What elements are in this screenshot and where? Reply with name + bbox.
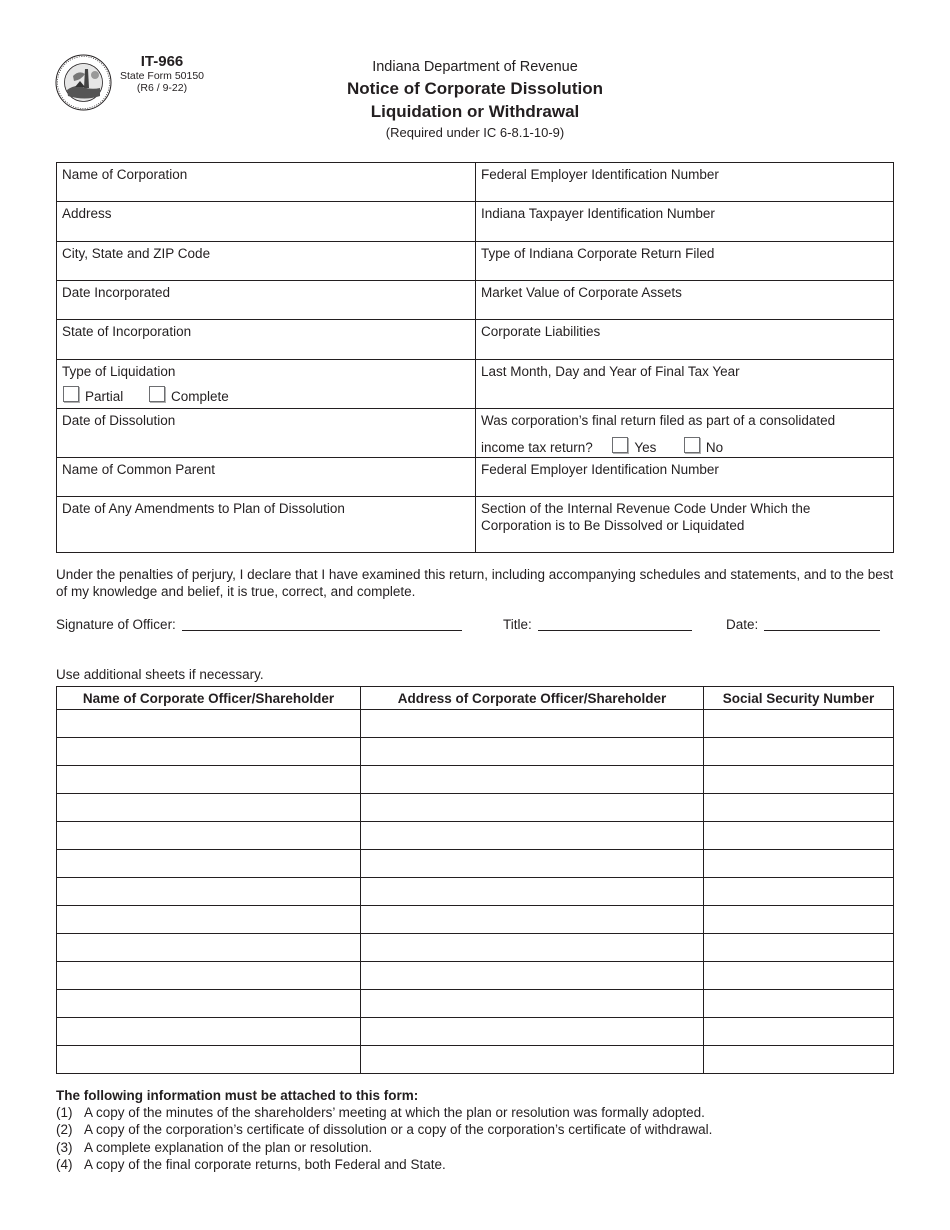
attachment-number: (1) <box>56 1105 73 1121</box>
officer-row <box>57 1018 894 1046</box>
officer-address-cell[interactable] <box>361 906 704 934</box>
officer-address-cell[interactable] <box>361 934 704 962</box>
state-form-number: State Form 50150 <box>119 70 205 82</box>
parent-fein-field[interactable]: Federal Employer Identification Number <box>481 462 719 477</box>
officer-name-cell[interactable] <box>57 906 361 934</box>
officer-ssn-cell[interactable] <box>704 906 894 934</box>
officer-signature-blank[interactable] <box>182 617 462 631</box>
form-title-line1: Notice of Corporate Dissolution <box>347 79 603 98</box>
attachment-item <box>56 1104 906 1121</box>
date-of-dissolution-field[interactable]: Date of Dissolution <box>62 413 176 428</box>
officer-name-cell[interactable] <box>57 878 361 906</box>
complete-checkbox[interactable] <box>149 386 165 402</box>
attachment-text: A copy of the corporation’s certificate of dissolution or a copy of the corporation’s certificate of withdrawal. <box>84 1122 713 1138</box>
liquidation-partial-option[interactable] <box>63 386 123 405</box>
officer-address-cell[interactable] <box>361 990 704 1018</box>
form-number: IT-966 <box>140 53 184 70</box>
officer-row <box>57 962 894 990</box>
officer-ssn-cell[interactable] <box>704 962 894 990</box>
officer-name-cell[interactable] <box>57 1046 361 1074</box>
officer-ssn-cell[interactable] <box>704 850 894 878</box>
state-of-incorporation-field[interactable]: State of Incorporation <box>62 324 192 339</box>
attachment-item <box>56 1139 906 1156</box>
consolidated-yes-checkbox[interactable] <box>612 437 628 453</box>
attachment-number: (2) <box>56 1122 73 1138</box>
officer-name-cell[interactable] <box>57 850 361 878</box>
signature-date-label: Date: <box>726 617 759 632</box>
consolidated-question-text: income tax return? <box>481 440 593 455</box>
attachment-item <box>56 1121 906 1138</box>
column-header-name: Name of Corporate Officer/Shareholder <box>57 687 361 710</box>
final-tax-year-field[interactable]: Last Month, Day and Year of Final Tax Year <box>481 364 740 379</box>
officer-row <box>57 850 894 878</box>
date-incorporated-field[interactable]: Date Incorporated <box>62 285 171 300</box>
officer-address-cell[interactable] <box>361 878 704 906</box>
attachments-title: The following information must be attached to this form: <box>56 1088 419 1103</box>
statutory-requirement: (Required under IC 6-8.1-10-9) <box>385 125 565 140</box>
officer-signature-label: Signature of Officer: <box>56 617 176 632</box>
type-of-liquidation-label: Type of Liquidation <box>62 364 176 379</box>
officer-name-cell[interactable] <box>57 962 361 990</box>
officer-row <box>57 794 894 822</box>
officer-row <box>57 822 894 850</box>
return-type-field[interactable]: Type of Indiana Corporate Return Filed <box>481 246 715 261</box>
attachments-section <box>56 1087 906 1173</box>
officer-name-cell[interactable] <box>57 738 361 766</box>
yes-label: Yes <box>634 440 657 455</box>
common-parent-field[interactable]: Name of Common Parent <box>62 462 216 477</box>
officer-ssn-cell[interactable] <box>704 766 894 794</box>
officer-title-blank[interactable] <box>538 617 692 631</box>
officer-ssn-cell[interactable] <box>704 710 894 738</box>
consolidated-no-checkbox[interactable] <box>684 437 700 453</box>
officer-row <box>57 1046 894 1074</box>
city-state-zip-field[interactable]: City, State and ZIP Code <box>62 246 211 261</box>
officer-address-cell[interactable] <box>361 822 704 850</box>
officer-ssn-cell[interactable] <box>704 990 894 1018</box>
revision-date: (R6 / 9-22) <box>136 82 188 94</box>
agency-name: Indiana Department of Revenue <box>372 59 578 75</box>
form-title-line2: Liquidation or Withdrawal <box>370 102 580 121</box>
officer-title-label: Title: <box>503 617 532 632</box>
consolidated-question-line2 <box>481 437 723 456</box>
officer-name-cell[interactable] <box>57 1018 361 1046</box>
name-of-corporation-field[interactable]: Name of Corporation <box>62 167 188 182</box>
corporation-info-grid <box>56 162 894 553</box>
officer-ssn-cell[interactable] <box>704 934 894 962</box>
attachment-text: A copy of the minutes of the shareholders’ meeting at which the plan or resolution was formally adopted. <box>84 1105 705 1121</box>
state-seal-icon <box>55 54 112 111</box>
consolidated-question-line1: Was corporation’s final return filed as part of a consolidated <box>481 413 836 428</box>
officer-name-cell[interactable] <box>57 822 361 850</box>
officers-table-header <box>57 687 894 710</box>
liquidation-complete-option[interactable] <box>149 386 229 405</box>
officer-ssn-cell[interactable] <box>704 794 894 822</box>
fein-field[interactable]: Federal Employer Identification Number <box>481 167 719 182</box>
officer-ssn-cell[interactable] <box>704 738 894 766</box>
no-label: No <box>705 440 724 455</box>
officer-ssn-cell[interactable] <box>704 1046 894 1074</box>
attachment-text: A copy of the final corporate returns, both Federal and State. <box>84 1156 446 1172</box>
officer-row <box>57 934 894 962</box>
officer-ssn-cell[interactable] <box>704 822 894 850</box>
officer-name-cell[interactable] <box>57 766 361 794</box>
officer-address-cell[interactable] <box>361 1046 704 1074</box>
officer-signature-line[interactable] <box>56 617 462 632</box>
partial-checkbox[interactable] <box>63 386 79 402</box>
officer-row <box>57 990 894 1018</box>
irc-section-field[interactable] <box>481 500 810 534</box>
market-value-field[interactable]: Market Value of Corporate Assets <box>481 285 682 300</box>
officers-table <box>56 686 894 1074</box>
officer-row <box>57 906 894 934</box>
form-identifier <box>117 53 207 94</box>
officer-address-cell[interactable] <box>361 850 704 878</box>
signature-date-blank[interactable] <box>764 617 880 631</box>
attachment-text: A complete explanation of the plan or resolution. <box>84 1139 373 1155</box>
officer-name-cell[interactable] <box>57 794 361 822</box>
attachment-number: (3) <box>56 1139 73 1155</box>
column-header-address: Address of Corporate Officer/Shareholder <box>361 687 704 710</box>
officer-name-cell[interactable] <box>57 934 361 962</box>
indiana-tin-field[interactable]: Indiana Taxpayer Identification Number <box>481 206 715 221</box>
amendments-date-field[interactable]: Date of Any Amendments to Plan of Dissolution <box>62 501 345 516</box>
officer-row <box>57 710 894 738</box>
address-field[interactable]: Address <box>62 206 112 221</box>
column-header-ssn: Social Security Number <box>704 687 894 710</box>
officer-name-cell[interactable] <box>57 710 361 738</box>
attachment-number: (4) <box>56 1156 73 1172</box>
irc-section-line2: Corporation is to Be Dissolved or Liquidated <box>481 518 745 533</box>
officer-title-line[interactable] <box>503 617 692 632</box>
perjury-declaration: Under the penalties of perjury, I declare that I have examined this return, including accompanying schedules and statements, and to the best of my knowledge and belief, it is true, correct, and complete. <box>56 567 894 599</box>
officer-ssn-cell[interactable] <box>704 1018 894 1046</box>
officer-row <box>57 766 894 794</box>
officer-row <box>57 738 894 766</box>
officer-row <box>57 878 894 906</box>
officer-address-cell[interactable] <box>361 710 704 738</box>
officer-name-cell[interactable] <box>57 990 361 1018</box>
officer-address-cell[interactable] <box>361 962 704 990</box>
attachment-item <box>56 1156 906 1173</box>
partial-label: Partial <box>85 389 124 404</box>
officer-ssn-cell[interactable] <box>704 878 894 906</box>
officer-address-cell[interactable] <box>361 738 704 766</box>
irc-section-line1: Section of the Internal Revenue Code Under Which the <box>481 501 811 516</box>
officer-address-cell[interactable] <box>361 1018 704 1046</box>
additional-sheets-note: Use additional sheets if necessary. <box>56 667 264 682</box>
signature-date-line[interactable] <box>726 617 880 632</box>
corporate-liabilities-field[interactable]: Corporate Liabilities <box>481 324 601 339</box>
complete-label: Complete <box>171 389 229 404</box>
officer-address-cell[interactable] <box>361 766 704 794</box>
officer-address-cell[interactable] <box>361 794 704 822</box>
